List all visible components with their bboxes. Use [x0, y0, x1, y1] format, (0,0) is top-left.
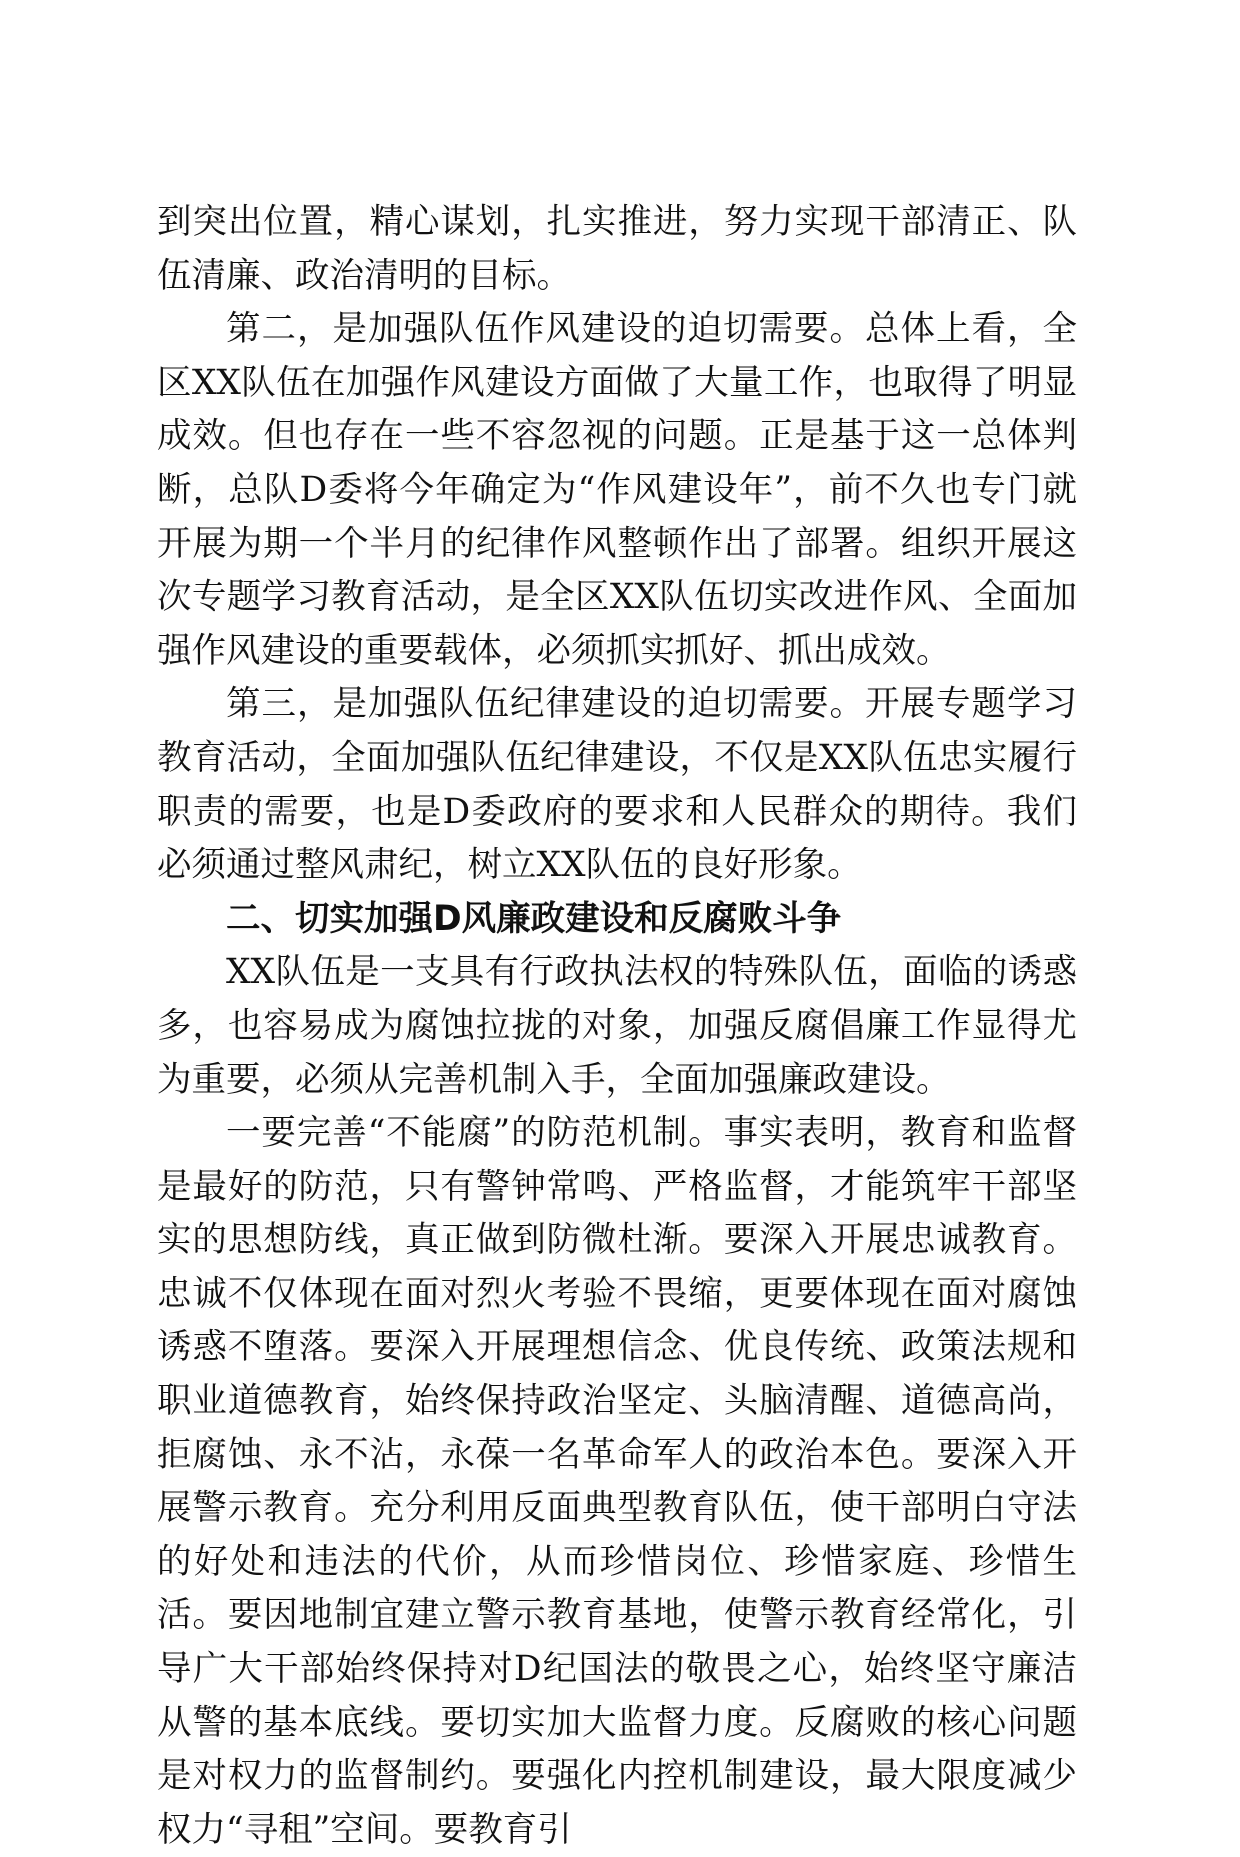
- paragraph-section-intro: XX队伍是一支具有行政执法权的特殊队伍，面临的诱惑多，也容易成为腐蚀拉拢的对象，加强反腐倡廉工作显得尤为重要，必须从完善机制入手，全面加强廉政建设。: [157, 952, 1077, 1100]
- paragraph-second-point: 第二，是加强队伍作风建设的迫切需要。总体上看，全区XX队伍在加强作风建设方面做了大量工作，也取得了明显成效。但也存在一些不容忽视的问题。正是基于这一总体判断，总队D委将今年确定为“作风建设年”，前不久也专门就开展为期一个半月的纪律作风整顿作出了部署。组织开展这次专题学习教育活动，是全区XX队伍切实改进作风、全面加强作风建设的重要载体，必须抓实抓好、抓出成效。: [157, 309, 1077, 671]
- document-body: [157, 196, 1077, 1857]
- paragraph-third-point: 第三，是加强队伍纪律建设的迫切需要。开展专题学习教育活动，全面加强队伍纪律建设，不仅是XX队伍忠实履行职责的需要，也是D委政府的要求和人民群众的期待。我们必须通过整风肃纪，树立XX队伍的良好形象。: [157, 684, 1077, 886]
- section-heading: 二、切实加强D风廉政建设和反腐败斗争: [226, 898, 842, 939]
- paragraph-prevention-mechanism: 一要完善“不能腐”的防范机制。事实表明，教育和监督是最好的防范，只有警钟常鸣、严格监督，才能筑牢干部坚实的思想防线，真正做到防微杜渐。要深入开展忠诚教育。忠诚不仅体现在面对烈火考验不畏缩，更要体现在面对腐蚀诱惑不堕落。要深入开展理想信念、优良传统、政策法规和职业道德教育，始终保持政治坚定、头脑清醒、道德高尚，拒腐蚀、永不沾，永葆一名革命军人的政治本色。要深入开展警示教育。充分利用反面典型教育队伍，使干部明白守法的好处和违法的代价，从而珍惜岗位、珍惜家庭、珍惜生活。要因地制宜建立警示教育基地，使警示教育经常化，引导广大干部始终保持对D纪国法的敬畏之心，始终坚守廉洁从警的基本底线。要切实加大监督力度。反腐败的核心问题是对权力的监督制约。要强化内控机制建设，最大限度减少权力“寻租”空间。要教育引: [157, 1113, 1077, 1850]
- paragraph-continuation: 到突出位置，精心谋划，扎实推进，努力实现干部清正、队伍清廉、政治清明的目标。: [157, 202, 1077, 296]
